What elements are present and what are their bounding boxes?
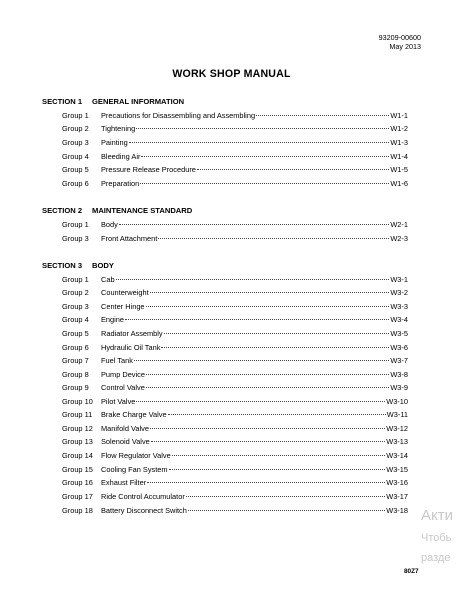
dot-leader [158,238,389,239]
dot-leader [119,224,389,225]
entry-title: Manifold Valve [101,424,149,433]
page-ref: W3-3 [390,302,408,311]
group-label: Group 1 [62,220,89,229]
document-id-block [379,33,421,51]
group-label: Group 17 [62,492,93,501]
page-ref: W3-6 [390,343,408,352]
dot-leader [125,319,389,320]
entry-title: Tightening [101,124,136,133]
group-label: Group 1 [62,275,89,284]
section-name: MAINTENANCE STANDARD [92,206,193,215]
group-label: Group 14 [62,451,93,460]
entry-title: Hydraulic Oil Tank [101,343,161,352]
page-ref: W3-4 [390,315,408,324]
watermark-line: Чтобь [421,532,452,544]
dot-leader [129,142,390,143]
page-ref: W3-15 [386,465,408,474]
page-ref: W3-14 [386,451,408,460]
footer-code: 80Z7 [404,568,419,575]
group-label: Group 5 [62,165,89,174]
group-label: Group 4 [62,315,89,324]
group-label: Group 11 [62,410,93,419]
toc-entry[interactable] [62,288,408,298]
toc-entry[interactable] [62,329,408,339]
dot-leader [134,360,389,361]
page-ref: W3-7 [390,356,408,365]
dot-leader [146,374,389,375]
group-label: Group 3 [62,302,89,311]
page-ref: W1-4 [390,152,408,161]
section-heading [42,206,192,215]
dot-leader [172,455,386,456]
section-number: SECTION 2 [42,206,83,215]
group-label: Group 6 [62,343,89,352]
toc-entry[interactable] [62,302,408,312]
entry-title: Flow Regulator Valve [101,451,171,460]
group-label: Group 12 [62,424,93,433]
toc-entry[interactable] [62,383,408,393]
toc-entry[interactable] [62,410,408,420]
toc-entry[interactable] [62,220,408,230]
group-label: Group 7 [62,356,89,365]
entry-title: Battery Disconnect Switch [101,506,187,515]
dot-leader [186,496,385,497]
group-label: Group 4 [62,152,89,161]
group-label: Group 2 [62,288,89,297]
entry-title: Ride Control Accumulator [101,492,185,501]
group-label: Group 2 [62,124,89,133]
page-ref: W1-1 [390,111,408,120]
entry-title: Counterweight [101,288,149,297]
entry-title: Front Attachment [101,234,158,243]
entry-title: Engine [101,315,125,324]
dot-leader [188,510,385,511]
toc-entry[interactable] [62,356,408,366]
section-number: SECTION 1 [42,97,83,106]
manual-title: WORK SHOP MANUAL [172,68,291,80]
entry-title: Pump Device [101,370,145,379]
dot-leader [161,347,389,348]
section-heading [42,97,184,106]
page-ref: W3-2 [390,288,408,297]
page-ref: W2-3 [390,234,408,243]
toc-entry[interactable] [62,465,408,475]
page-ref: W3-17 [386,492,408,501]
dot-leader [141,156,389,157]
page-ref: W3-16 [386,478,408,487]
entry-title: Body [101,220,118,229]
entry-title: Bleeding Air [101,152,141,161]
dot-leader [164,333,390,334]
group-label: Group 3 [62,138,89,147]
dot-leader [136,401,385,402]
group-label: Group 16 [62,478,93,487]
group-label: Group 8 [62,370,89,379]
watermark-line: Акти [421,507,453,524]
toc-entry[interactable] [62,152,408,162]
entry-title: Radiator Assembly [101,329,163,338]
watermark-line: разде [421,552,451,564]
page-ref: W1-3 [390,138,408,147]
toc-entry[interactable] [62,451,408,461]
section-name: BODY [92,261,114,270]
toc-entry[interactable] [62,124,408,134]
dot-leader [168,414,386,415]
toc-entry[interactable] [62,179,408,189]
entry-title: Pilot Valve [101,397,136,406]
toc-entry[interactable] [62,234,408,244]
toc-entry[interactable] [62,275,408,285]
toc-entry[interactable] [62,315,408,325]
toc-entry[interactable] [62,165,408,175]
toc-entry[interactable] [62,506,408,516]
page-ref: W3-10 [386,397,408,406]
page-ref: W1-2 [390,124,408,133]
page-ref: W3-18 [386,506,408,515]
section-name: GENERAL INFORMATION [92,97,185,106]
group-label: Group 6 [62,179,89,188]
group-label: Group 5 [62,329,89,338]
page-ref: W3-8 [390,370,408,379]
toc-entry[interactable] [62,437,408,447]
dot-leader [116,279,390,280]
entry-title: Painting [101,138,128,147]
dot-leader [256,115,389,116]
toc-entry[interactable] [62,370,408,380]
entry-title: Fuel Tank [101,356,133,365]
group-label: Group 1 [62,111,89,120]
dot-leader [140,183,389,184]
group-label: Group 13 [62,437,93,446]
dot-leader [146,306,390,307]
toc-entry[interactable] [62,343,408,353]
toc-entry[interactable] [62,397,408,407]
page-ref: W3-5 [390,329,408,338]
entry-title: Preparation [101,179,140,188]
dot-leader [146,387,390,388]
entry-title: Pressure Release Procedure [101,165,196,174]
toc-entry[interactable] [62,478,408,488]
entry-title: Exhaust Filter [101,478,147,487]
dot-leader [197,169,389,170]
toc-entry[interactable] [62,492,408,502]
document-date: May 2013 [389,42,421,51]
toc-entry[interactable] [62,111,408,121]
page-ref: W2-1 [390,220,408,229]
entry-title: Solenoid Valve [101,437,150,446]
section-heading [42,261,114,270]
dot-leader [136,128,389,129]
entry-title: Center Hinge [101,302,145,311]
page-ref: W1-5 [390,165,408,174]
entry-title: Cab [101,275,115,284]
dot-leader [169,469,386,470]
entry-title: Cooling Fan System [101,465,168,474]
page-ref: W3-13 [386,437,408,446]
group-label: Group 15 [62,465,93,474]
page-ref: W3-1 [390,275,408,284]
dot-leader [150,428,385,429]
group-label: Group 3 [62,234,89,243]
page-ref: W1-6 [390,179,408,188]
page-ref: W3-11 [386,410,408,419]
toc-entry[interactable] [62,424,408,434]
group-label: Group 18 [62,506,93,515]
dot-leader [151,441,385,442]
entry-title: Brake Charge Valve [101,410,167,419]
entry-title: Precautions for Disassembling and Assembling [101,111,256,120]
entry-title: Control Valve [101,383,145,392]
section-number: SECTION 3 [42,261,83,270]
toc-entry[interactable] [62,138,408,148]
group-label: Group 9 [62,383,89,392]
page-ref: W3-12 [386,424,408,433]
dot-leader [147,482,385,483]
document-number: 93209-00600 [378,33,421,42]
page-ref: W3-9 [390,383,408,392]
group-label: Group 10 [62,397,93,406]
dot-leader [150,292,390,293]
